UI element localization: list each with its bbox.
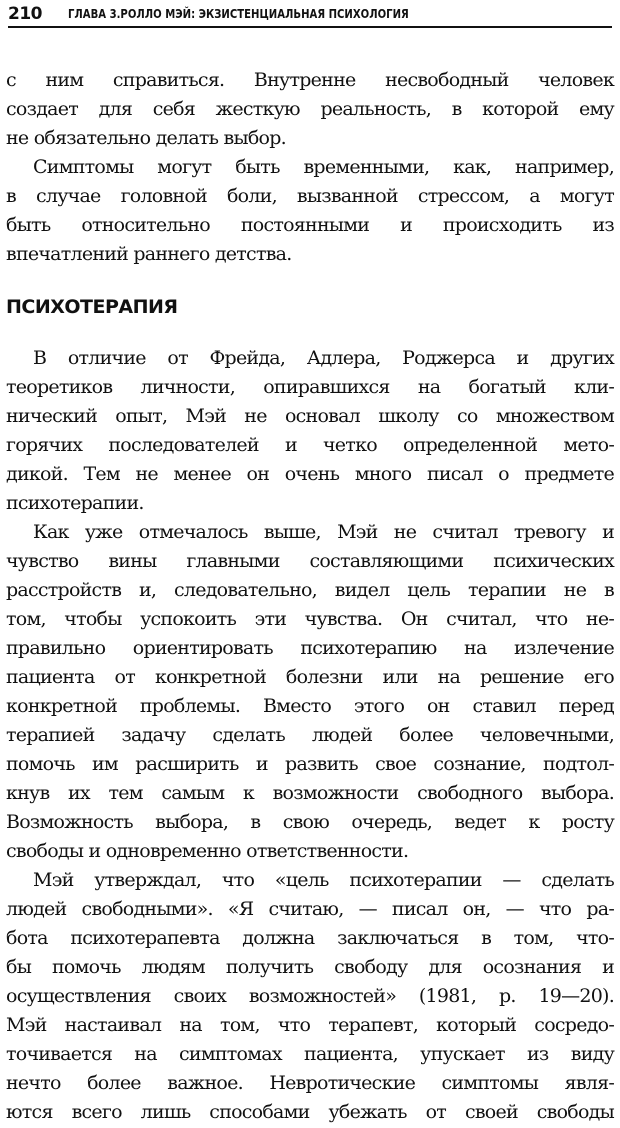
text-line: Симптомы могут быть временными, как, например, xyxy=(33,156,614,178)
text-line: быть относительно постоянными и происходить из xyxy=(6,214,614,236)
text-line: свободы и одновременно ответственности. xyxy=(6,840,409,862)
text-line: психотерапии. xyxy=(6,492,144,514)
text-line: нический опыт, Мэй не основал школу со множеством xyxy=(6,405,614,427)
paragraph-symptoms xyxy=(6,153,614,269)
text-line: осуществления своих возможностей» (1981, p. 19—20). xyxy=(6,985,614,1007)
text-line: людей свободными». «Я считаю, — писал он, — что ра- xyxy=(6,898,614,920)
section-heading: ПСИХОТЕРАПИЯ xyxy=(6,296,178,318)
text-line: том, чтобы успокоить эти чувства. Он считал, что не- xyxy=(6,608,614,630)
running-header xyxy=(8,2,612,28)
text-line: точивается на симптомах пациента, упускает из виду xyxy=(6,1043,614,1065)
paragraph-freedom xyxy=(6,866,614,1127)
text-line: бы помочь людям получить свободу для осознания и xyxy=(6,956,614,978)
text-line: с ним справиться. Внутренне несвободный человек xyxy=(6,69,614,91)
text-line: дикой. Тем не менее он очень много писал о предмете xyxy=(6,463,614,485)
text-line: бота психотерапевта должна заключаться в том, что- xyxy=(6,927,614,949)
text-line: ются всего лишь способами убежать от своей свободы xyxy=(6,1101,614,1123)
page-number: 210 xyxy=(8,4,42,24)
paragraph-continuation xyxy=(6,66,614,153)
text-line: Как уже отмечалось выше, Мэй не считал тревогу и xyxy=(33,521,614,543)
text-line: Возможность выбора, в свою очередь, ведет к росту xyxy=(6,811,614,833)
text-line: в случае головной боли, вызванной стрессом, а могут xyxy=(6,185,614,207)
running-title: ГЛАВА 3.РОЛЛО МЭЙ: ЭКЗИСТЕНЦИАЛЬНАЯ ПСИХОЛОГИЯ xyxy=(68,7,409,21)
text-line: Мэй настаивал на том, что терапевт, который сосредо- xyxy=(6,1014,614,1036)
text-line: чувство вины главными составляющими психических xyxy=(6,550,614,572)
text-line: горячих последователей и четко определенной мето- xyxy=(6,434,614,456)
text-line: не обязательно делать выбор. xyxy=(6,127,286,149)
text-line: помочь им расширить и развить свое сознание, подтол- xyxy=(6,753,614,775)
text-line: конкретной проблемы. Вместо этого он ставил перед xyxy=(6,695,614,717)
text-line: впечатлений раннего детства. xyxy=(6,243,292,265)
text-line: кнув их тем самым к возможности свободного выбора. xyxy=(6,782,614,804)
text-line: Мэй утверждал, что «цель психотерапии — сделать xyxy=(33,869,614,891)
text-line: расстройств и, следовательно, видел цель терапии не в xyxy=(6,579,614,601)
text-line: теоретиков личности, опиравшихся на богатый кли- xyxy=(6,376,614,398)
paragraph-therapy-goals xyxy=(6,518,614,866)
text-line: В отличие от Фрейда, Адлера, Роджерса и других xyxy=(33,347,614,369)
paragraph-intro xyxy=(6,344,614,518)
text-line: пациента от конкретной болезни или на решение его xyxy=(6,666,614,688)
text-line: создает для себя жесткую реальность, в которой ему xyxy=(6,98,614,120)
text-line: терапией задачу сделать людей более человечными, xyxy=(6,724,614,746)
text-line: нечто более важное. Невротические симптомы явля- xyxy=(6,1072,614,1094)
text-line: правильно ориентировать психотерапию на излечение xyxy=(6,637,614,659)
